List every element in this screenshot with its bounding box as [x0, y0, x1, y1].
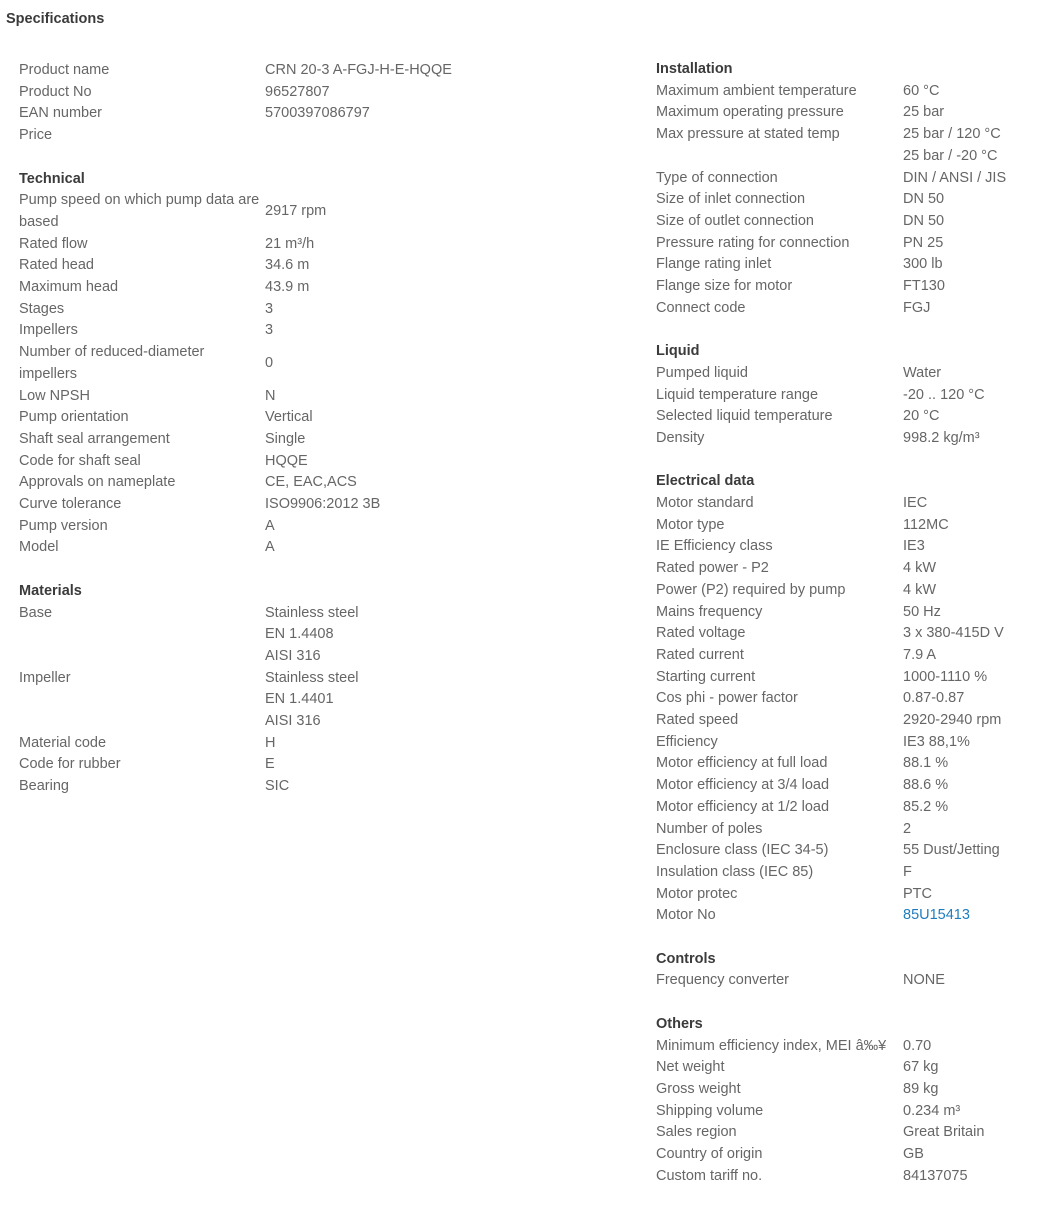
spec-label: Number of reduced-diameter impellers	[19, 344, 205, 382]
spec-value-line: 0.70	[903, 1037, 932, 1054]
spec-label: Pump version	[19, 517, 108, 534]
section-others	[656, 1014, 1036, 1188]
spec-value	[903, 1101, 960, 1123]
spec-label: Product name	[19, 62, 110, 78]
spec-value	[903, 1122, 984, 1144]
spec-label: Rated power - P2	[656, 560, 769, 577]
spec-row-model	[19, 537, 479, 559]
spec-label: Motor efficiency at full load	[656, 755, 828, 772]
spec-value-line: H	[265, 734, 276, 751]
spec-value	[265, 733, 275, 755]
section-title: Installation	[656, 61, 733, 77]
spec-value	[903, 211, 944, 233]
spec-value	[903, 189, 944, 211]
section-title: Controls	[656, 950, 716, 967]
spec-row-starting-current	[656, 667, 1036, 689]
section-title: Materials	[19, 582, 82, 599]
section-controls	[656, 949, 1036, 992]
spec-row-mains-frequency	[656, 602, 1036, 624]
spec-row-maximum-head	[19, 277, 479, 299]
spec-value-line: 5700397086797	[265, 105, 370, 122]
spec-label: Maximum head	[19, 279, 119, 295]
spec-row-low-npsh	[19, 386, 479, 408]
spec-value	[265, 234, 314, 256]
spec-value-line: 300 lb	[903, 256, 943, 273]
spec-value	[903, 840, 1000, 862]
spec-value	[903, 298, 930, 320]
spec-row-impellers	[19, 320, 479, 342]
spec-row-pump-orientation	[19, 407, 479, 429]
spec-value-line: A	[265, 517, 275, 534]
spec-value-line: 3	[265, 300, 274, 317]
spec-value-link[interactable]: 85U15413	[903, 907, 970, 924]
spec-value-line: F	[903, 863, 912, 880]
section-general	[19, 60, 479, 147]
spec-value	[903, 406, 939, 428]
spec-value	[265, 603, 359, 668]
spec-value-line: 25 bar / 120 °C	[903, 126, 1001, 143]
spec-label: Maximum operating pressure	[656, 104, 844, 121]
spec-value	[903, 536, 925, 558]
spec-label: Base	[19, 604, 53, 621]
spec-label: Impeller	[19, 669, 71, 686]
spec-label: Enclosure class (IEC 34-5)	[656, 842, 829, 859]
spec-row-insulation-class-iec-85	[656, 862, 1036, 884]
spec-value-line: 0.234 m³	[903, 1102, 961, 1119]
spec-row-liquid-temperature-range	[656, 385, 1036, 407]
spec-row-gross-weight	[656, 1079, 1036, 1101]
spec-value-line: 998.2 kg/m³	[903, 429, 980, 446]
spec-value-line: 112MC	[903, 516, 949, 533]
spec-value-line: FGJ	[903, 299, 931, 316]
spec-value-line: DN 50	[903, 212, 945, 229]
spec-row-code-for-rubber	[19, 754, 479, 776]
spec-label: Size of outlet connection	[656, 212, 814, 229]
spec-value-line: EN 1.4408	[265, 626, 334, 643]
spec-value	[265, 255, 309, 277]
spec-row-impeller	[19, 668, 479, 733]
spec-value	[903, 623, 1004, 645]
spec-value	[903, 1057, 938, 1079]
spec-value	[265, 668, 359, 733]
spec-row-product-no	[19, 82, 479, 104]
spec-label: Motor No	[656, 907, 716, 924]
spec-label: Type of connection	[656, 169, 778, 186]
spec-value-line: 85.2 %	[903, 798, 949, 815]
spec-value-line: 2917 rpm	[265, 203, 327, 220]
spec-value	[903, 602, 941, 624]
spec-value-line: 3 x 380-415D V	[903, 625, 1004, 642]
spec-row-rated-voltage	[656, 623, 1036, 645]
spec-label: Cos phi - power factor	[656, 690, 798, 707]
spec-row-motor-efficiency-at-1-2-load	[656, 797, 1036, 819]
spec-row-enclosure-class-iec-34-5	[656, 840, 1036, 862]
spec-value-line: 96527807	[265, 83, 330, 100]
spec-row-curve-tolerance	[19, 494, 479, 516]
spec-value	[265, 494, 380, 516]
spec-value-line: 3	[265, 322, 274, 339]
spec-row-base	[19, 603, 479, 668]
spec-label: Code for shaft seal	[19, 452, 141, 469]
spec-value	[903, 753, 948, 775]
spec-label: Curve tolerance	[19, 496, 122, 513]
spec-label: Rated head	[19, 257, 94, 274]
spec-label: Rated current	[656, 646, 744, 663]
spec-value-line: EN 1.4401	[265, 691, 334, 708]
spec-value-line: Vertical	[265, 409, 313, 426]
spec-value	[903, 515, 949, 537]
spec-value-line: 0	[265, 354, 274, 371]
section-electrical-data	[656, 471, 1036, 927]
spec-value	[903, 81, 939, 103]
spec-label: Pressure rating for connection	[656, 234, 850, 251]
spec-row-rated-flow	[19, 234, 479, 256]
spec-value	[265, 776, 289, 798]
spec-row-approvals-on-nameplate	[19, 472, 479, 494]
spec-value-line: 34.6 m	[265, 257, 310, 274]
spec-value-line: 0.87-0.87	[903, 690, 965, 707]
spec-value-line: 84137075	[903, 1167, 968, 1184]
spec-value-line: 2	[903, 820, 912, 837]
spec-value	[265, 754, 275, 776]
spec-row-rated-power-p2	[656, 558, 1036, 580]
spec-value-line: CE, EAC,ACS	[265, 474, 357, 491]
spec-value-line: Great Britain	[903, 1124, 985, 1141]
spec-label: IE Efficiency class	[656, 538, 773, 555]
spec-value	[903, 580, 936, 602]
spec-label: Rated voltage	[656, 625, 746, 642]
spec-value	[903, 276, 945, 298]
spec-value-line: PTC	[903, 885, 932, 902]
spec-value	[265, 103, 370, 125]
spec-label: Gross weight	[656, 1080, 741, 1097]
spec-row-pressure-rating-for-connection	[656, 233, 1036, 255]
spec-label: Shipping volume	[656, 1102, 764, 1119]
spec-row-country-of-origin	[656, 1144, 1036, 1166]
spec-row-custom-tariff-no	[656, 1166, 1036, 1188]
spec-value	[903, 819, 911, 841]
spec-value-line: 88.6 %	[903, 777, 949, 794]
spec-row-connect-code	[656, 298, 1036, 320]
spec-value-line: -20 .. 120 °C	[903, 386, 985, 403]
spec-label: Pumped liquid	[656, 364, 748, 381]
spec-value-line: 25 bar / -20 °C	[903, 147, 998, 164]
spec-value	[903, 732, 970, 754]
spec-row-pumped-liquid	[656, 363, 1036, 385]
section-materials	[19, 581, 479, 798]
spec-value-line: CRN 20-3 A-FGJ-H-E-HQQE	[265, 62, 452, 78]
spec-row-sales-region	[656, 1122, 1036, 1144]
spec-value-line: DN 50	[903, 191, 945, 208]
spec-row-maximum-ambient-temperature	[656, 81, 1036, 103]
spec-row-frequency-converter	[656, 970, 1036, 992]
spec-value	[903, 667, 987, 689]
spec-value-line: 89 kg	[903, 1080, 939, 1097]
spec-label: Net weight	[656, 1059, 725, 1076]
spec-value	[265, 516, 275, 538]
spec-row-flange-rating-inlet	[656, 254, 1036, 276]
spec-row-cos-phi-power-factor	[656, 688, 1036, 710]
spec-value	[903, 558, 936, 580]
spec-value	[903, 775, 948, 797]
spec-label: Country of origin	[656, 1146, 763, 1163]
section-title: Others	[656, 1015, 703, 1032]
spec-label: Pump orientation	[19, 409, 129, 426]
spec-label: Motor efficiency at 3/4 load	[656, 777, 830, 794]
spec-value	[903, 428, 980, 450]
spec-value	[265, 472, 357, 494]
spec-value-line: 7.9 A	[903, 646, 937, 663]
spec-value-line: 25 bar	[903, 104, 945, 121]
spec-label: Efficiency	[656, 733, 718, 750]
spec-value-line: IE3	[903, 538, 925, 555]
section-title: Liquid	[656, 343, 700, 360]
spec-value	[903, 1036, 931, 1058]
spec-row-maximum-operating-pressure	[656, 102, 1036, 124]
spec-row-density	[656, 428, 1036, 450]
spec-value-line: 20 °C	[903, 408, 940, 425]
spec-label: Density	[656, 429, 705, 446]
spec-row-motor-standard	[656, 493, 1036, 515]
spec-value-line: GB	[903, 1146, 924, 1163]
spec-label: Maximum ambient temperature	[656, 82, 857, 99]
spec-value	[903, 884, 932, 906]
spec-value-line: 4 kW	[903, 560, 937, 577]
spec-value	[903, 797, 948, 819]
spec-row-power-p2-required-by-pump	[656, 580, 1036, 602]
spec-value-line: 50 Hz	[903, 603, 941, 620]
spec-label: Selected liquid temperature	[656, 408, 833, 425]
section-installation	[656, 59, 1036, 319]
spec-row-motor-efficiency-at-full-load	[656, 753, 1036, 775]
spec-label: Sales region	[656, 1124, 737, 1141]
spec-row-size-of-outlet-connection	[656, 211, 1036, 233]
spec-label: Frequency converter	[656, 972, 789, 989]
spec-label: Motor type	[656, 516, 725, 533]
spec-value	[265, 320, 273, 342]
spec-value	[903, 124, 1001, 167]
spec-label: Motor protec	[656, 885, 738, 902]
spec-value	[903, 688, 964, 710]
spec-row-shipping-volume	[656, 1101, 1036, 1123]
spec-value-line: 43.9 m	[265, 279, 310, 295]
spec-value-line: 4 kW	[903, 581, 937, 598]
spec-value	[903, 905, 970, 927]
spec-row-flange-size-for-motor	[656, 276, 1036, 298]
section-liquid	[656, 341, 1036, 450]
spec-label: Motor efficiency at 1/2 load	[656, 798, 830, 815]
spec-row-rated-head	[19, 255, 479, 277]
spec-value-line: Water	[903, 364, 942, 381]
spec-value	[903, 862, 912, 884]
spec-value	[903, 1079, 938, 1101]
spec-value-line: 21 m³/h	[265, 235, 315, 252]
spec-value-line: 55 Dust/Jetting	[903, 842, 1000, 859]
spec-value	[265, 451, 308, 473]
spec-value-line: AISI 316	[265, 647, 321, 664]
spec-value	[265, 342, 273, 385]
spec-value	[903, 1166, 968, 1188]
spec-label: Motor standard	[656, 494, 754, 511]
spec-label: Mains frequency	[656, 603, 763, 620]
spec-value-line: A	[265, 539, 275, 556]
spec-label: Flange size for motor	[656, 278, 793, 295]
spec-row-ie-efficiency-class	[656, 536, 1036, 558]
spec-row-bearing	[19, 776, 479, 798]
spec-row-ean-number	[19, 103, 479, 125]
spec-row-rated-speed	[656, 710, 1036, 732]
spec-row-type-of-connection	[656, 168, 1036, 190]
spec-row-motor-protec	[656, 884, 1036, 906]
spec-value	[265, 386, 275, 408]
spec-value	[903, 254, 943, 276]
spec-row-size-of-inlet-connection	[656, 189, 1036, 211]
spec-value-line: IE3 88,1%	[903, 733, 970, 750]
spec-label: Bearing	[19, 778, 69, 795]
spec-label: Material code	[19, 734, 107, 751]
spec-value	[265, 429, 305, 451]
spec-value-line: DIN / ANSI / JIS	[903, 169, 1007, 186]
spec-value	[903, 233, 943, 255]
spec-label: Price	[19, 127, 53, 144]
spec-row-code-for-shaft-seal	[19, 451, 479, 473]
spec-value-line: 60 °C	[903, 82, 940, 99]
spec-value	[903, 493, 927, 515]
spec-label: EAN number	[19, 105, 103, 122]
specs-right-column	[656, 0, 1036, 1209]
spec-label: Minimum efficiency index, MEI â‰¥	[656, 1037, 887, 1054]
spec-value-line: N	[265, 387, 276, 404]
spec-row-rated-current	[656, 645, 1036, 667]
spec-label: Flange rating inlet	[656, 256, 772, 273]
spec-value	[265, 537, 275, 559]
spec-value-line: Stainless steel	[265, 604, 359, 621]
section-title: Technical	[19, 170, 85, 187]
spec-value-line: IEC	[903, 494, 928, 511]
spec-label: Insulation class (IEC 85)	[656, 863, 814, 880]
spec-value-line: ISO9906:2012 3B	[265, 496, 381, 513]
spec-value-line: 2920-2940 rpm	[903, 712, 1002, 729]
page-title: Specifications	[6, 11, 105, 27]
spec-value	[265, 82, 330, 104]
spec-row-price	[19, 125, 479, 147]
section-technical	[19, 169, 479, 560]
spec-value	[265, 277, 309, 299]
spec-row-pump-version	[19, 516, 479, 538]
spec-value-line: HQQE	[265, 452, 308, 469]
spec-row-max-pressure-at-stated-temp	[656, 124, 1036, 167]
spec-value-line: Stainless steel	[265, 669, 359, 686]
spec-row-net-weight	[656, 1057, 1036, 1079]
spec-row-number-of-poles	[656, 819, 1036, 841]
spec-value-line: AISI 316	[265, 713, 321, 730]
spec-row-shaft-seal-arrangement	[19, 429, 479, 451]
specs-left-column	[19, 0, 479, 820]
section-title: Electrical data	[656, 473, 755, 490]
spec-row-minimum-efficiency-index-mei	[656, 1036, 1036, 1058]
spec-value-line: 67 kg	[903, 1059, 939, 1076]
spec-label: Starting current	[656, 668, 756, 685]
spec-value-line: 1000-1110 %	[903, 668, 988, 685]
spec-label: Max pressure at stated temp	[656, 126, 840, 143]
spec-label: Custom tariff no.	[656, 1167, 763, 1184]
spec-label: Number of poles	[656, 820, 763, 837]
spec-label: Stages	[19, 300, 65, 317]
spec-label: Product No	[19, 83, 92, 100]
spec-value	[265, 407, 313, 429]
spec-row-selected-liquid-temperature	[656, 406, 1036, 428]
spec-value	[903, 102, 944, 124]
spec-value	[903, 645, 936, 667]
spec-row-motor-efficiency-at-3-4-load	[656, 775, 1036, 797]
spec-label: Model	[19, 539, 59, 556]
spec-value	[903, 970, 945, 992]
spec-value-line: NONE	[903, 972, 945, 989]
spec-label: Low NPSH	[19, 387, 90, 404]
spec-label: Rated speed	[656, 712, 739, 729]
spec-value-line: PN 25	[903, 234, 944, 251]
spec-label: Size of inlet connection	[656, 191, 806, 208]
spec-row-pump-speed-on-which-pump-data-are-based	[19, 190, 479, 233]
spec-value	[903, 1144, 924, 1166]
spec-label: Pump speed on which pump data are based	[19, 192, 260, 230]
spec-row-product-name	[19, 60, 479, 82]
spec-value	[265, 299, 273, 321]
spec-value-line: Single	[265, 430, 306, 447]
spec-row-efficiency	[656, 732, 1036, 754]
spec-label: Code for rubber	[19, 756, 121, 773]
spec-value-line: E	[265, 756, 275, 773]
spec-value	[265, 60, 452, 82]
spec-label: Shaft seal arrangement	[19, 430, 170, 447]
spec-value-line: SIC	[265, 778, 290, 795]
spec-value	[903, 363, 941, 385]
spec-value	[903, 385, 985, 407]
spec-label: Impellers	[19, 322, 78, 339]
spec-row-number-of-reduced-diameter-impellers	[19, 342, 479, 385]
spec-row-material-code	[19, 733, 479, 755]
spec-label: Rated flow	[19, 235, 88, 252]
spec-label: Connect code	[656, 299, 746, 316]
spec-row-motor-type	[656, 515, 1036, 537]
spec-label: Approvals on nameplate	[19, 474, 176, 491]
spec-label: Power (P2) required by pump	[656, 581, 846, 598]
spec-row-motor-no	[656, 905, 1036, 927]
spec-label: Liquid temperature range	[656, 386, 819, 403]
spec-row-stages	[19, 299, 479, 321]
spec-value	[265, 190, 326, 233]
spec-value-line: 88.1 %	[903, 755, 949, 772]
spec-value-line: FT130	[903, 278, 945, 295]
spec-value	[903, 710, 1001, 732]
spec-value	[903, 168, 1006, 190]
